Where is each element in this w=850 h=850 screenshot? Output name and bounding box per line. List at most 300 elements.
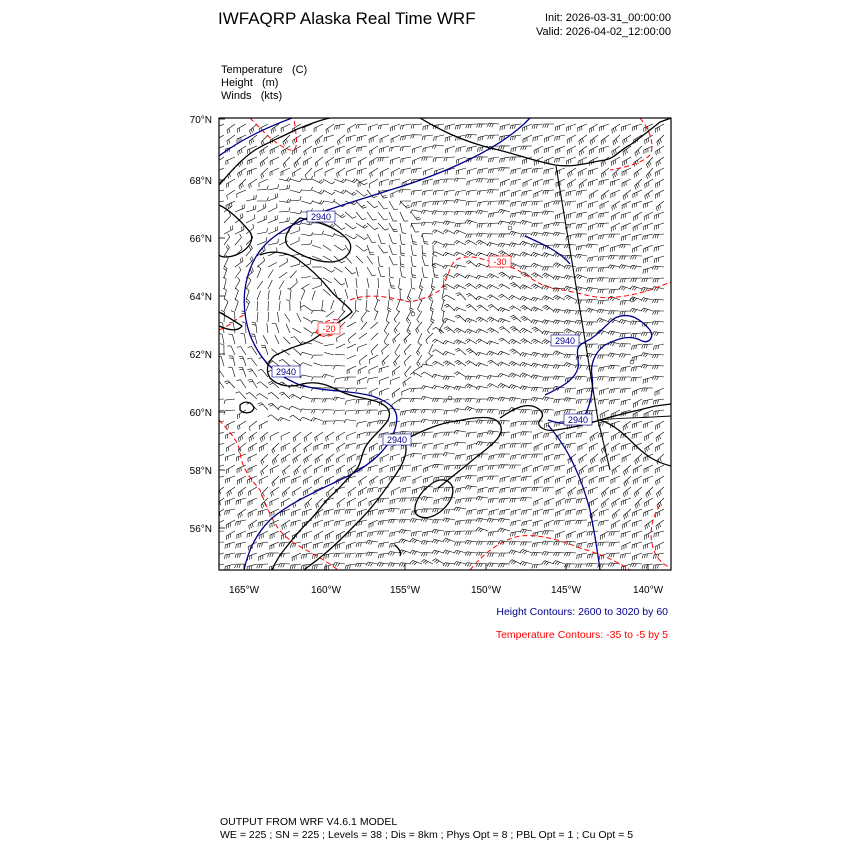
- wind-barb: [498, 528, 510, 532]
- wind-barb: [301, 288, 305, 300]
- wind-barb: [544, 179, 554, 185]
- wind-barb: [390, 498, 400, 505]
- wind-barb: [642, 344, 653, 348]
- wind-barb: [589, 487, 599, 495]
- wind-barb: [427, 322, 433, 334]
- wind-barb: [433, 245, 437, 256]
- wind-barb: [500, 124, 510, 131]
- wind-barb: [454, 199, 466, 203]
- wind-barb: [454, 442, 466, 446]
- wind-barb: [291, 520, 301, 527]
- wind-barb: [334, 267, 343, 272]
- wind-barb: [613, 168, 620, 179]
- wind-barb: [465, 318, 477, 323]
- wind-barb: [399, 398, 411, 402]
- wind-barb: [421, 518, 433, 522]
- wind-barb: [477, 201, 488, 207]
- wind-barb: [534, 190, 543, 198]
- wind-barb: [434, 432, 445, 438]
- wind-barb: [609, 278, 620, 282]
- wind-barb: [279, 258, 288, 267]
- wind-barb: [466, 304, 477, 311]
- wind-barb: [361, 322, 367, 330]
- wind-barb: [641, 353, 653, 357]
- wind-barb: [282, 487, 290, 497]
- wind-barb: [531, 375, 543, 379]
- wind-barb: [314, 520, 323, 528]
- wind-barb: [578, 443, 587, 451]
- wind-barb: [432, 361, 444, 366]
- wind-barb: [371, 344, 378, 355]
- wind-barb: [281, 443, 290, 451]
- wind-barb: [542, 331, 554, 335]
- wind-barb: [531, 387, 543, 391]
- wind-barb: [632, 520, 642, 527]
- wind-barb: [566, 212, 576, 219]
- wind-barb: [260, 157, 268, 167]
- wind-barb: [477, 124, 489, 128]
- wind-barb: [411, 531, 422, 536]
- height-contour-legend: Height Contours: 2600 to 3020 by 60: [496, 606, 668, 618]
- longitude-axis: [229, 564, 664, 596]
- wind-barb: [421, 372, 433, 377]
- wind-barb: [378, 223, 389, 230]
- wind-barb: [368, 377, 378, 383]
- lat-tick-label: 70°N: [189, 115, 212, 126]
- wind-barb: [487, 295, 499, 300]
- wind-barb: [302, 509, 312, 516]
- wind-barb: [586, 244, 598, 248]
- wind-barb: [348, 487, 356, 497]
- wind-barb: [303, 531, 312, 539]
- wind-barb: [644, 212, 653, 221]
- wind-barb: [421, 222, 433, 226]
- wind-barb: [359, 355, 367, 365]
- wind-barb: [642, 564, 653, 569]
- wind-barb: [630, 286, 642, 291]
- wind-barb: [635, 179, 642, 190]
- wind-barb: [498, 221, 510, 225]
- wind-barb: [622, 168, 631, 176]
- wind-barb: [556, 146, 565, 154]
- wind-barb: [642, 399, 653, 405]
- wind-barb: [323, 421, 334, 425]
- wind-barb: [334, 212, 346, 218]
- wind-barb: [304, 146, 312, 156]
- wind-barb: [366, 540, 378, 544]
- wind-barb: [612, 509, 620, 519]
- wind-barb: [476, 233, 488, 237]
- wind-barb: [297, 313, 301, 322]
- wind-barb: [281, 432, 290, 440]
- wind-barb: [652, 354, 664, 358]
- wind-barb: [410, 560, 422, 565]
- wind-barb: [609, 289, 620, 294]
- wind-barb: [422, 135, 433, 140]
- wind-barb: [279, 272, 287, 278]
- wind-barb: [248, 465, 257, 473]
- wind-barb: [259, 421, 268, 430]
- wind-barb: [588, 256, 599, 262]
- wind-barb: [520, 386, 532, 390]
- wind-barb: [423, 201, 433, 207]
- wind-barb: [622, 520, 631, 529]
- latitude-axis: [190, 115, 225, 535]
- wind-barb: [566, 509, 576, 515]
- wind-barb: [301, 240, 312, 245]
- wind-barb: [642, 278, 653, 282]
- wind-barb: [270, 157, 279, 165]
- wind-barb: [601, 157, 609, 167]
- wind-barb: [487, 384, 499, 389]
- wind-barb: [510, 531, 521, 537]
- wind-barb: [520, 497, 532, 501]
- wind-barb: [609, 542, 620, 547]
- wind-barb: [249, 421, 257, 431]
- wind-barb: [356, 542, 367, 547]
- wind-barb: [531, 252, 543, 257]
- wind-barb: [498, 318, 510, 323]
- wind-barb: [454, 409, 466, 413]
- wind-barb: [576, 564, 587, 568]
- wind-barb: [622, 179, 631, 187]
- wind-barb: [400, 124, 411, 130]
- wind-barb: [466, 234, 478, 238]
- wind-barb: [225, 542, 235, 549]
- wind-barb: [579, 135, 587, 145]
- wind-barb: [655, 421, 664, 430]
- wind-barb: [476, 179, 488, 183]
- wind-barb: [422, 531, 433, 537]
- wind-barb: [465, 552, 477, 556]
- wind-barb: [337, 135, 345, 145]
- wind-barb: [509, 231, 521, 235]
- wind-barb: [227, 487, 235, 497]
- wind-barb: [432, 386, 444, 390]
- wind-barb: [488, 234, 500, 238]
- wind-barb: [609, 399, 620, 404]
- wind-barb: [380, 454, 389, 462]
- wind-barb: [215, 135, 224, 144]
- wind-barb: [487, 397, 499, 401]
- wind-barb: [567, 146, 576, 155]
- wind-barb: [300, 409, 312, 413]
- wind-barb: [279, 185, 290, 190]
- wind-barb: [476, 252, 488, 256]
- wind-barb: [620, 388, 631, 393]
- wind-barb: [434, 443, 444, 449]
- wind-barb: [598, 289, 609, 293]
- wind-barb: [499, 201, 511, 205]
- wind-barb: [312, 190, 324, 194]
- wind-barb: [652, 365, 664, 369]
- wind-barb: [532, 223, 543, 227]
- wind-barb: [522, 520, 532, 526]
- wind-barb: [371, 333, 378, 340]
- wind-barb: [454, 252, 466, 256]
- wind-barb: [599, 124, 609, 131]
- wind-barb: [247, 531, 257, 538]
- wind-barb: [456, 498, 467, 504]
- wind-barb: [357, 146, 368, 152]
- wind-barb: [478, 476, 488, 482]
- wind-barb: [257, 237, 266, 245]
- wind-barb: [432, 374, 444, 378]
- wind-barb: [336, 146, 346, 153]
- wind-barb: [443, 341, 455, 345]
- wind-barb: [521, 421, 532, 425]
- wind-barb: [644, 542, 654, 549]
- wind-barb: [534, 432, 543, 440]
- wind-barb: [417, 311, 422, 323]
- wind-barb: [400, 234, 405, 245]
- wind-barb: [400, 146, 411, 151]
- wind-barb: [553, 295, 565, 300]
- wind-barb: [404, 355, 411, 366]
- wind-barb: [576, 520, 587, 524]
- kotzebue-sound: [286, 218, 351, 262]
- wind-barb: [411, 212, 421, 220]
- wind-barb: [455, 360, 467, 366]
- wind-barb: [312, 245, 321, 248]
- wind-barb: [454, 372, 466, 377]
- field-unit: (m): [261, 77, 279, 89]
- wind-barb: [378, 278, 379, 288]
- wind-barb: [521, 454, 532, 459]
- wind-barb: [532, 168, 543, 173]
- wind-barb: [257, 291, 261, 300]
- wind-barb: [225, 146, 235, 153]
- wind-barb: [239, 368, 246, 378]
- lon-tick-label: 150°W: [470, 585, 502, 596]
- wind-barb: [235, 267, 241, 278]
- wind-barb: [454, 178, 466, 182]
- wind-barb: [423, 146, 433, 152]
- wind-barb: [610, 245, 620, 252]
- wind-barb: [523, 124, 532, 132]
- wind-barb: [509, 243, 521, 247]
- wind-barb: [326, 487, 334, 497]
- wind-barb: [401, 421, 411, 427]
- wind-barb: [564, 255, 576, 259]
- wind-barb: [237, 190, 246, 198]
- wind-barb: [396, 300, 400, 312]
- wind-barb: [311, 418, 323, 422]
- wind-barb: [356, 256, 363, 263]
- wind-barb: [433, 190, 444, 195]
- wind-barb: [466, 432, 477, 437]
- wind-barb: [226, 520, 235, 529]
- wind-barb: [412, 146, 422, 153]
- wind-barb: [588, 201, 598, 208]
- wind-barb: [271, 487, 279, 497]
- wind-barb: [657, 487, 665, 497]
- wind-barb: [487, 563, 499, 567]
- wind-barb: [542, 397, 554, 401]
- wind-barb: [294, 157, 301, 168]
- wind-barb: [345, 223, 356, 229]
- wind-barb: [567, 531, 576, 539]
- wind-barb: [564, 310, 576, 314]
- wind-barb: [465, 384, 477, 389]
- wind-barb: [367, 421, 378, 427]
- wind-barb: [510, 498, 521, 502]
- wind-barb: [522, 168, 532, 174]
- wind-barb: [520, 328, 532, 333]
- wind-barb: [404, 344, 411, 355]
- wind-barb: [356, 190, 367, 196]
- wind-barb: [556, 498, 565, 507]
- wind-barb: [477, 399, 488, 403]
- wind-barb: [389, 278, 395, 288]
- wind-barb: [499, 146, 511, 150]
- wind-barb: [394, 355, 400, 366]
- wind-barb: [300, 417, 312, 421]
- wind-barb: [216, 157, 224, 166]
- wind-barb: [564, 354, 576, 358]
- wind-barb: [432, 230, 444, 234]
- wind-barb: [498, 351, 510, 355]
- wind-barb: [609, 553, 620, 557]
- st-lawrence-island: [219, 312, 242, 330]
- wind-barb: [323, 278, 332, 283]
- wind-barb: [283, 135, 290, 146]
- wind-barb: [235, 553, 246, 558]
- wind-barb: [247, 168, 257, 175]
- wind-barb: [456, 146, 466, 152]
- wind-barb: [621, 498, 631, 505]
- wind-barb: [633, 388, 642, 396]
- wind-barb: [509, 550, 521, 554]
- wind-barb: [656, 157, 664, 167]
- aleutian-fragment: [395, 545, 401, 556]
- wind-barb: [630, 265, 642, 269]
- wind-barb: [487, 341, 499, 345]
- wind-barb: [394, 322, 400, 333]
- wind-barb: [257, 228, 268, 234]
- wind-barb: [369, 366, 378, 374]
- wind-barb: [652, 332, 664, 336]
- wind-barb: [235, 299, 238, 311]
- wind-barb: [635, 498, 642, 509]
- wind-barb: [599, 179, 609, 186]
- wind-barb: [322, 399, 334, 403]
- wind-barb: [521, 146, 532, 150]
- wind-barb: [498, 209, 510, 213]
- wind-barb: [235, 520, 246, 526]
- wind-barb: [544, 465, 555, 471]
- wind-barb: [399, 278, 402, 290]
- wind-barb: [632, 234, 642, 241]
- wind-barb: [334, 509, 345, 514]
- wind-barb: [534, 146, 543, 154]
- height-contour: [548, 425, 600, 570]
- wind-barb: [421, 233, 433, 237]
- wind-barb: [322, 374, 334, 378]
- wind-barb: [356, 399, 367, 404]
- norton-sound-coast: [260, 252, 352, 356]
- wind-barb: [367, 245, 374, 255]
- wind-barb: [488, 487, 499, 493]
- wind-barb: [380, 388, 389, 396]
- wind-barb: [432, 398, 444, 402]
- wind-barb: [566, 190, 576, 197]
- wind-barb: [333, 563, 345, 567]
- wind-barb: [611, 487, 620, 495]
- wind-barb: [633, 531, 643, 538]
- wind-barb: [501, 179, 510, 187]
- wind-barb: [534, 443, 543, 451]
- wind-barb: [380, 168, 389, 177]
- wind-barb: [290, 179, 302, 182]
- wind-barb: [599, 476, 609, 483]
- wind-barb: [643, 377, 653, 384]
- wind-barb: [445, 135, 455, 142]
- wind-barb: [325, 146, 334, 154]
- wind-barb: [564, 295, 576, 300]
- wind-barb: [611, 520, 620, 529]
- wind-barb: [632, 124, 642, 131]
- wind-barb: [410, 372, 422, 377]
- wind-barb: [347, 366, 356, 374]
- wind-barb: [432, 539, 444, 543]
- wind-barb: [394, 311, 400, 323]
- wind-barb: [380, 476, 389, 484]
- height-label: [307, 211, 335, 222]
- wind-barb: [421, 497, 433, 501]
- wind-barb: [367, 212, 377, 220]
- wind-barb: [643, 267, 653, 274]
- wind-barb: [257, 197, 268, 201]
- wind-barb: [520, 562, 532, 566]
- wind-barb: [577, 509, 587, 515]
- wind-barb: [323, 410, 335, 414]
- wind-barb: [630, 297, 642, 302]
- wind-barb: [466, 531, 477, 535]
- wind-barb: [599, 146, 609, 153]
- wind-barb: [465, 220, 477, 225]
- wind-barb: [476, 496, 488, 500]
- wind-barb: [311, 398, 323, 402]
- wind-barb: [236, 498, 246, 505]
- wind-barb: [236, 392, 247, 399]
- wind-barb: [487, 351, 499, 356]
- wind-barb: [336, 454, 345, 463]
- wind-barb: [419, 278, 423, 290]
- wind-barb: [511, 168, 521, 174]
- wind-barb: [345, 553, 356, 558]
- wind-barb: [542, 409, 554, 413]
- wind-barb: [644, 498, 653, 507]
- wind-barb: [268, 262, 277, 267]
- wind-barb: [293, 443, 301, 453]
- wind-barb: [257, 542, 268, 548]
- wind-barb: [248, 476, 257, 484]
- wind-barb: [488, 135, 499, 139]
- wind-barb: [336, 333, 345, 342]
- wind-barb: [543, 124, 554, 128]
- wind-barb: [465, 475, 477, 479]
- wind-barb: [589, 146, 598, 155]
- wind-barb: [386, 311, 389, 323]
- wind-barb: [587, 531, 598, 536]
- wind-barb: [411, 168, 422, 174]
- wind-barb: [499, 498, 510, 503]
- wind-barb: [488, 179, 499, 183]
- wind-barb: [311, 310, 323, 314]
- wind-barb: [424, 465, 433, 473]
- wind-barb: [248, 380, 257, 389]
